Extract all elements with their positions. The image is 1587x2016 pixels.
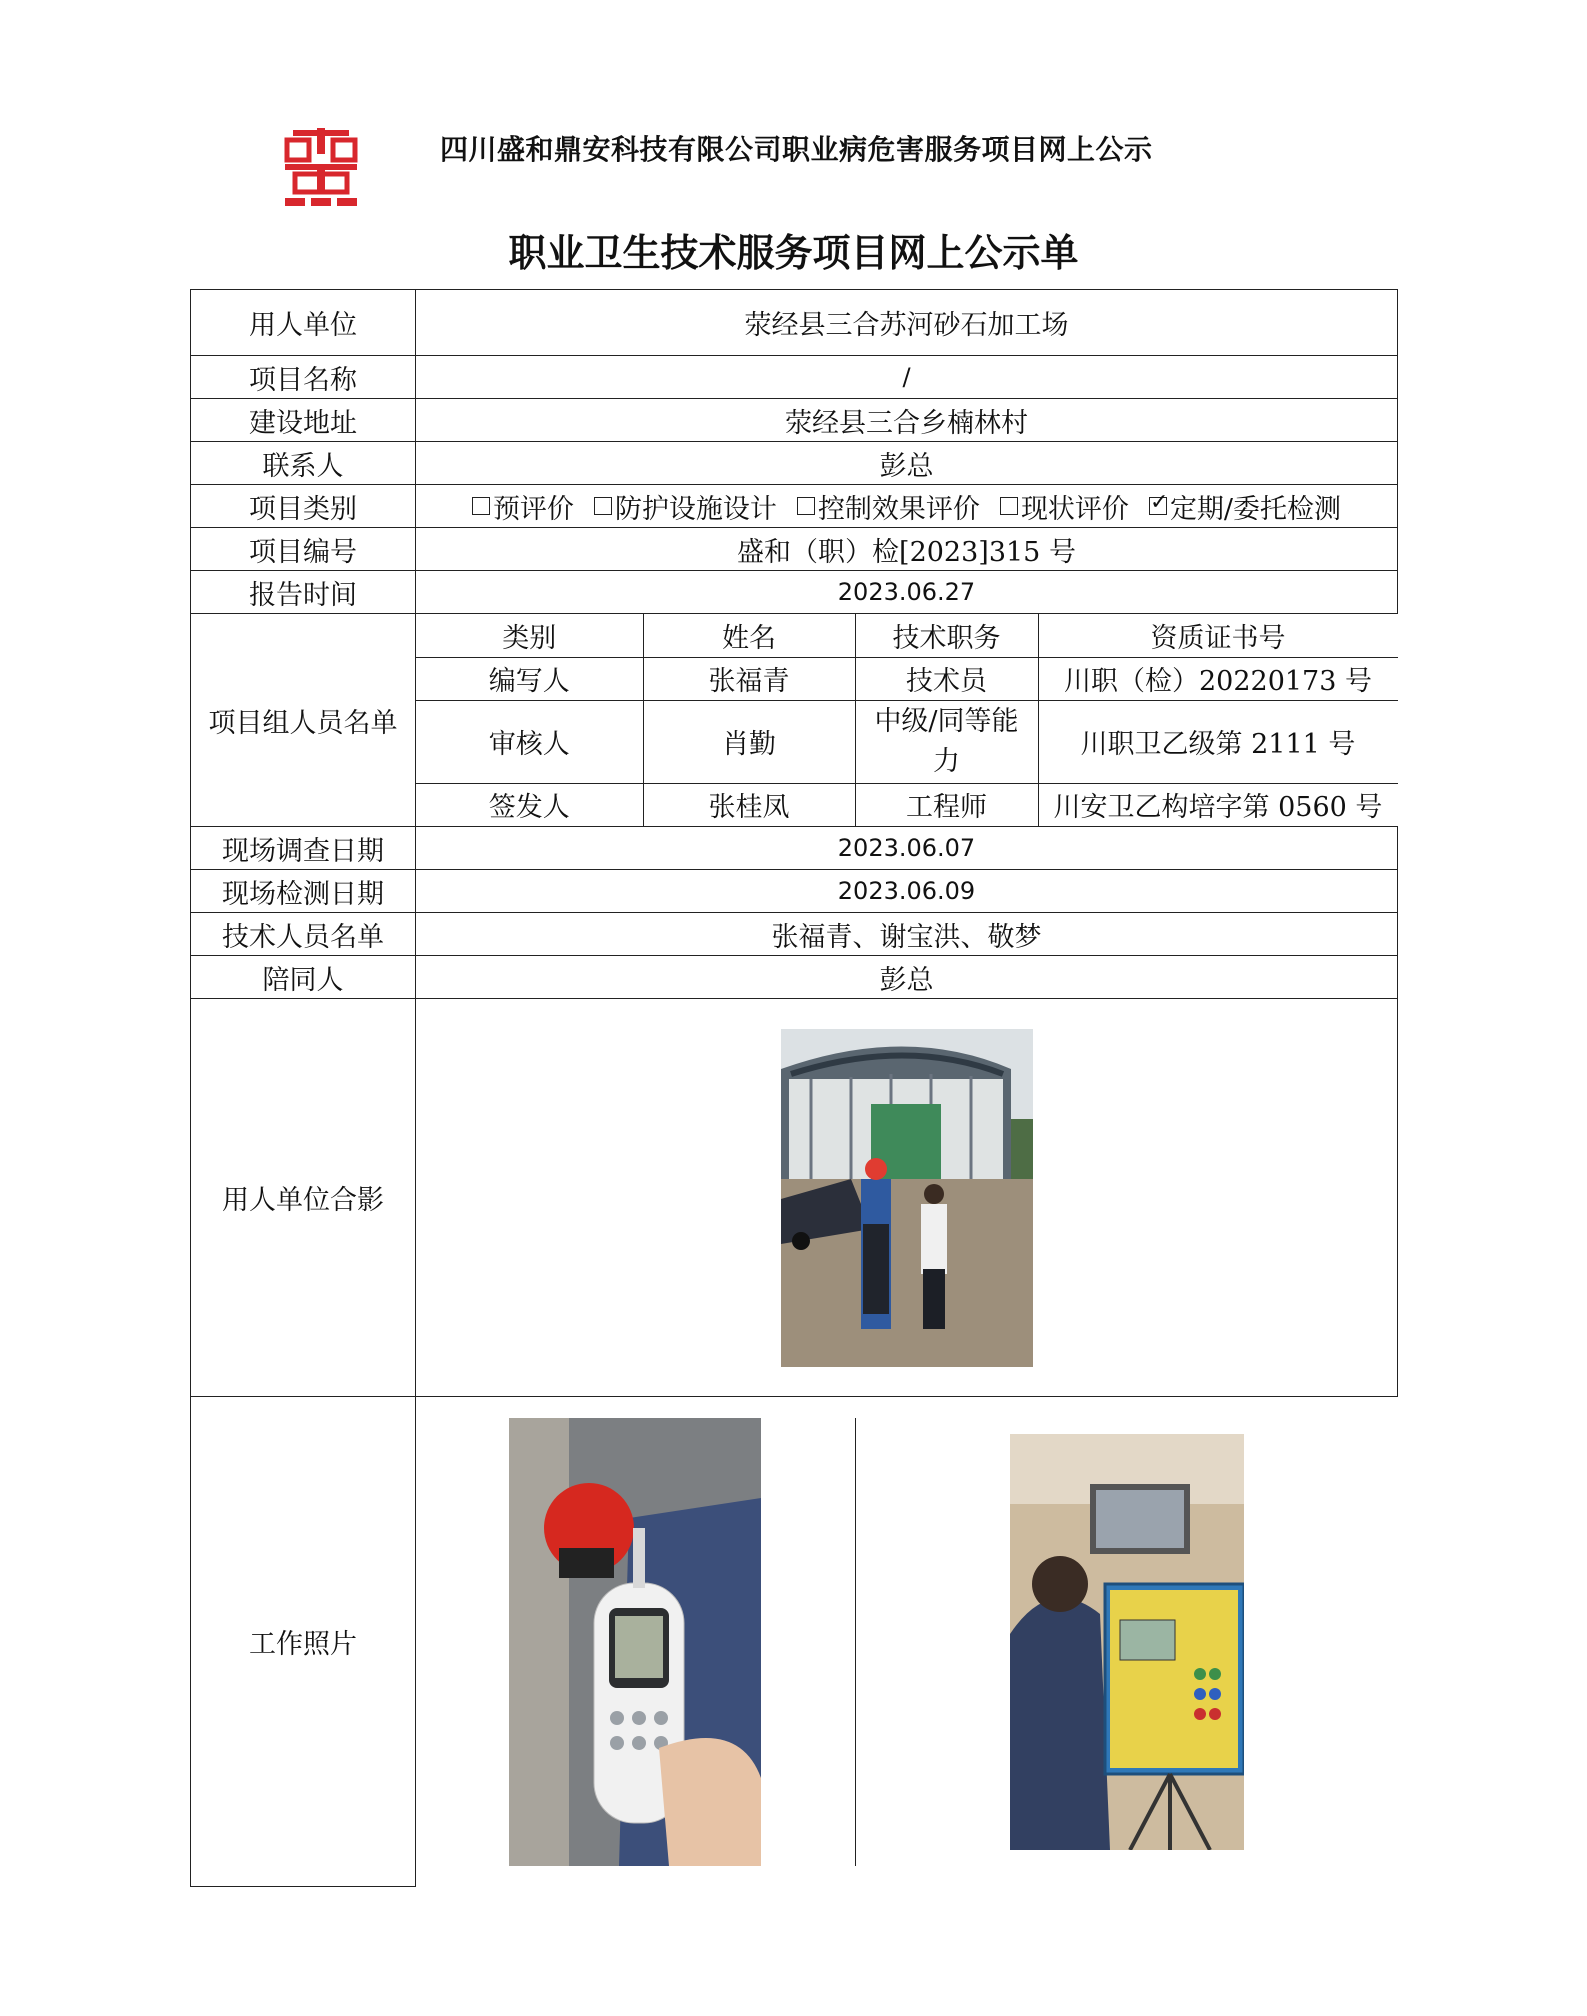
option-label: 定期/委托检测 bbox=[1169, 493, 1342, 525]
team-title: 中级/同等能力 bbox=[855, 700, 1038, 783]
work-photos-cell bbox=[416, 1397, 1398, 1887]
work-photos-label: 工作照片 bbox=[191, 1397, 416, 1887]
checkbox-icon[interactable] bbox=[472, 497, 490, 515]
survey-date-label: 现场调查日期 bbox=[191, 827, 416, 870]
row-test-date bbox=[191, 870, 1398, 913]
contact-value: 彭总 bbox=[416, 442, 1398, 485]
project-name-value: / bbox=[416, 356, 1398, 399]
test-date-label: 现场检测日期 bbox=[191, 870, 416, 913]
dust-sampler-photo bbox=[1010, 1434, 1244, 1850]
checkbox-icon[interactable] bbox=[1000, 497, 1018, 515]
team-title: 技术员 bbox=[855, 657, 1038, 700]
team-title: 工程师 bbox=[855, 783, 1038, 826]
work-photo-left-cell bbox=[416, 1418, 855, 1866]
escort-label: 陪同人 bbox=[191, 956, 416, 999]
project-name-label: 项目名称 bbox=[191, 356, 416, 399]
team-cert: 川安卫乙构培字第 0560 号 bbox=[1038, 783, 1398, 826]
option-label: 现状评价 bbox=[1020, 493, 1129, 525]
row-technicians bbox=[191, 913, 1398, 956]
team-cert: 川职卫乙级第 2111 号 bbox=[1038, 700, 1398, 783]
employer-value: 荥经县三合苏河砂石加工场 bbox=[416, 290, 1398, 356]
group-photo-image bbox=[781, 1029, 1033, 1367]
row-project-no bbox=[191, 528, 1398, 571]
work-photos-table bbox=[416, 1418, 1398, 1866]
checkbox-checked-icon[interactable] bbox=[1149, 497, 1167, 515]
address-value: 荥经县三合乡楠林村 bbox=[416, 399, 1398, 442]
checkbox-icon[interactable] bbox=[594, 497, 612, 515]
team-table-cell bbox=[416, 614, 1398, 827]
team-role: 签发人 bbox=[416, 783, 643, 826]
team-name: 张桂凤 bbox=[643, 783, 855, 826]
category-option-pre-eval[interactable] bbox=[472, 487, 574, 526]
team-role: 审核人 bbox=[416, 700, 643, 783]
team-header-role: 类别 bbox=[416, 614, 643, 657]
noise-meter-photo bbox=[509, 1418, 761, 1866]
team-name: 肖勤 bbox=[643, 700, 855, 783]
category-options bbox=[416, 485, 1398, 528]
row-report-date bbox=[191, 571, 1398, 614]
team-row bbox=[416, 783, 1398, 826]
row-address bbox=[191, 399, 1398, 442]
technicians-label: 技术人员名单 bbox=[191, 913, 416, 956]
address-label: 建设地址 bbox=[191, 399, 416, 442]
row-group-photo bbox=[191, 999, 1398, 1397]
row-project-name bbox=[191, 356, 1398, 399]
team-header-title: 技术职务 bbox=[855, 614, 1038, 657]
team-row bbox=[416, 700, 1398, 783]
category-label: 项目类别 bbox=[191, 485, 416, 528]
category-option-control-eval[interactable] bbox=[797, 487, 980, 526]
checkbox-icon[interactable] bbox=[797, 497, 815, 515]
option-label: 预评价 bbox=[492, 493, 574, 525]
test-date-value: 2023.06.09 bbox=[416, 870, 1398, 913]
team-row bbox=[416, 657, 1398, 700]
work-photo-right-cell bbox=[855, 1418, 1398, 1866]
team-header-cert: 资质证书号 bbox=[1038, 614, 1398, 657]
report-date-label: 报告时间 bbox=[191, 571, 416, 614]
team-table bbox=[416, 614, 1398, 826]
employer-label: 用人单位 bbox=[191, 290, 416, 356]
option-label: 防护设施设计 bbox=[614, 493, 777, 525]
group-photo-label: 用人单位合影 bbox=[191, 999, 416, 1397]
company-header: 四川盛和鼎安科技有限公司职业病危害服务项目网上公示 bbox=[440, 133, 1153, 166]
category-option-protection-design[interactable] bbox=[594, 487, 777, 526]
row-survey-date bbox=[191, 827, 1398, 870]
row-escort bbox=[191, 956, 1398, 999]
project-no-value: 盛和（职）检[2023]315 号 bbox=[416, 528, 1398, 571]
form-title: 职业卫生技术服务项目网上公示单 bbox=[508, 230, 1079, 275]
row-category bbox=[191, 485, 1398, 528]
row-contact bbox=[191, 442, 1398, 485]
group-photo-cell bbox=[416, 999, 1398, 1397]
category-option-periodic-test[interactable] bbox=[1149, 487, 1341, 526]
report-date-value: 2023.06.27 bbox=[416, 571, 1398, 614]
project-no-label: 项目编号 bbox=[191, 528, 416, 571]
disclosure-table bbox=[190, 289, 1398, 1887]
team-name: 张福青 bbox=[643, 657, 855, 700]
team-header-row bbox=[416, 614, 1398, 657]
row-employer bbox=[191, 290, 1398, 356]
team-label: 项目组人员名单 bbox=[191, 614, 416, 827]
team-header-name: 姓名 bbox=[643, 614, 855, 657]
team-cert: 川职（检）20220173 号 bbox=[1038, 657, 1398, 700]
escort-value: 彭总 bbox=[416, 956, 1398, 999]
category-option-status-eval[interactable] bbox=[1000, 487, 1129, 526]
option-label: 控制效果评价 bbox=[817, 493, 980, 525]
shenghe-logo-icon bbox=[283, 128, 359, 208]
contact-label: 联系人 bbox=[191, 442, 416, 485]
row-work-photos bbox=[191, 1397, 1398, 1887]
team-role: 编写人 bbox=[416, 657, 643, 700]
survey-date-value: 2023.06.07 bbox=[416, 827, 1398, 870]
technicians-value: 张福青、谢宝洪、敬梦 bbox=[416, 913, 1398, 956]
row-team bbox=[191, 614, 1398, 827]
